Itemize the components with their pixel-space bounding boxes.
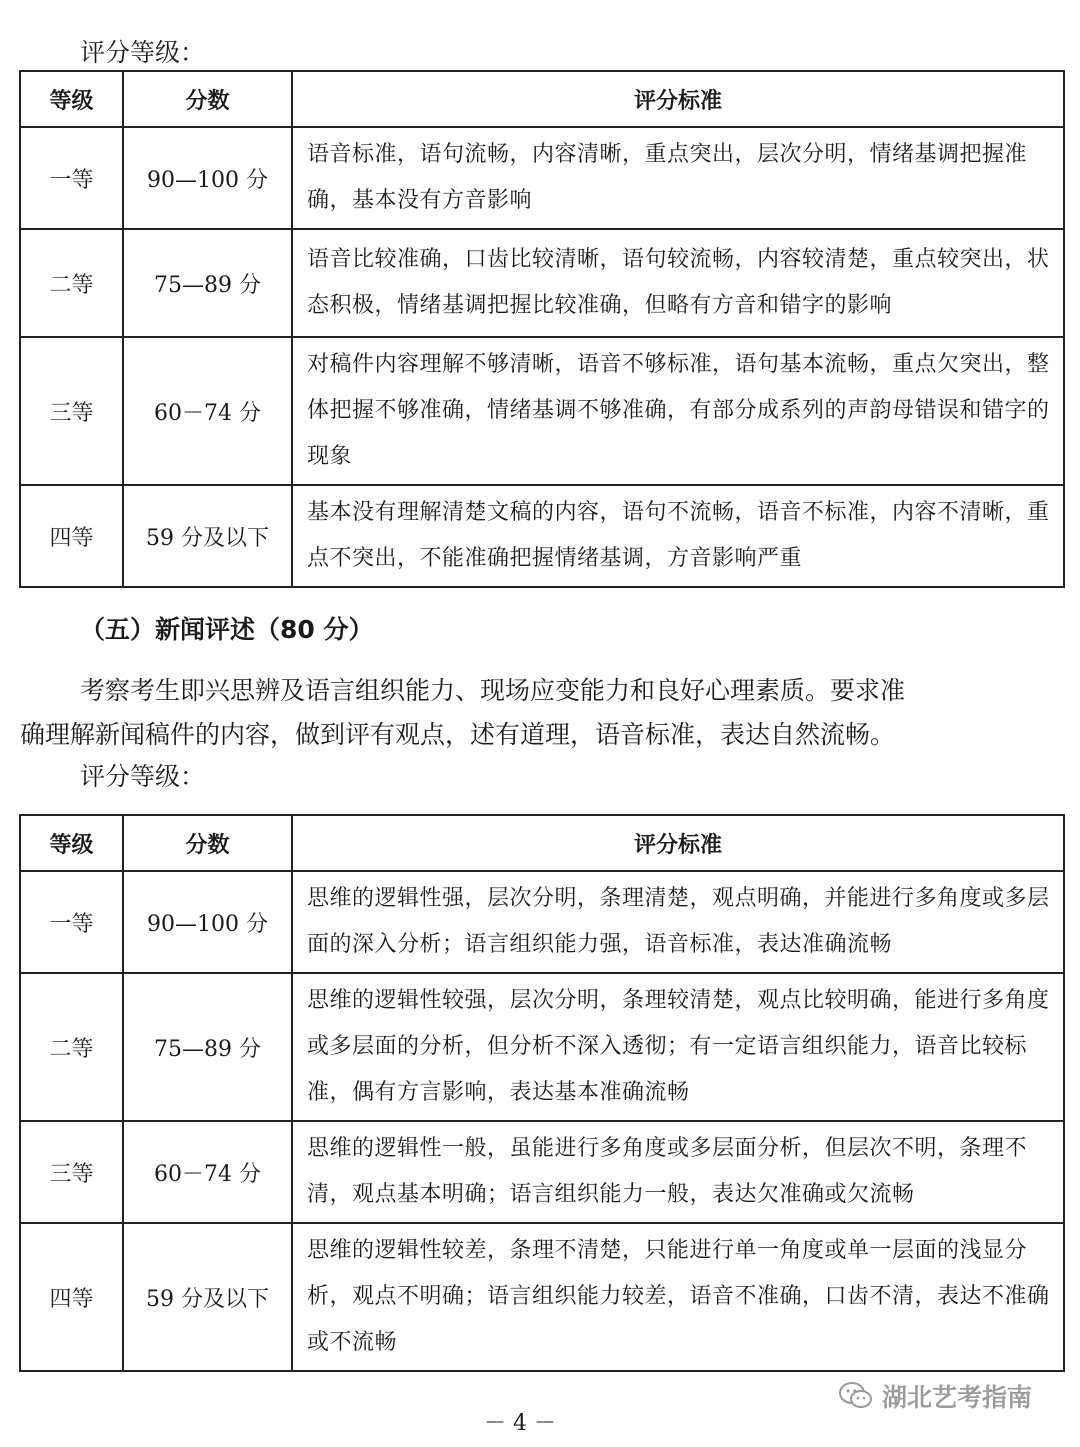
table-row — [20, 973, 1064, 1121]
section-heading: （五）新闻评述（80 分） — [80, 615, 374, 644]
level-cell: 一等 — [20, 127, 123, 229]
header-level: 等级 — [20, 815, 123, 871]
criteria-cell: 思维的逻辑性较强，层次分明，条理较清楚，观点比较明确，能进行多角度或多层面的分析，但分析不深入透彻；有一定语言组织能力，语音比较标准，偶有方言影响，表达基本准确流畅 — [292, 973, 1064, 1121]
criteria-cell: 思维的逻辑性较差，条理不清楚，只能进行单一角度或单一层面的浅显分析，观点不明确；语言组织能力较差，语音不准确，口齿不清，表达不准确或不流畅 — [292, 1223, 1064, 1371]
score-cell: 59 分及以下 — [123, 1223, 292, 1371]
page-number: － 4 － — [484, 1411, 556, 1436]
score-cell: 90—100 分 — [123, 871, 292, 973]
level-cell: 三等 — [20, 337, 123, 485]
level-cell: 一等 — [20, 871, 123, 973]
table-row — [20, 1121, 1064, 1223]
criteria-cell: 思维的逻辑性强，层次分明，条理清楚，观点明确，并能进行多角度或多层面的深入分析；语言组织能力强，语音标准，表达准确流畅 — [292, 871, 1064, 973]
table-row — [20, 1223, 1064, 1371]
level-cell: 三等 — [20, 1121, 123, 1223]
table-row — [20, 871, 1064, 973]
header-score: 分数 — [123, 815, 292, 871]
description-line-1: 考察考生即兴思辨及语言组织能力、现场应变能力和良好心理素质。要求准 — [80, 676, 906, 705]
criteria-cell: 对稿件内容理解不够清晰，语音不够标准，语句基本流畅，重点欠突出，整体把握不够准确，情绪基调不够准确，有部分成系列的声韵母错误和错字的现象 — [292, 337, 1064, 485]
table-row — [20, 485, 1064, 587]
criteria-cell: 语音标准，语句流畅，内容清晰，重点突出，层次分明，情绪基调把握准确，基本没有方音影响 — [292, 127, 1064, 229]
level-cell: 二等 — [20, 229, 123, 337]
criteria-cell: 语音比较准确，口齿比较清晰，语句较流畅，内容较清楚，重点较突出，状态积极，情绪基调把握比较准确，但略有方音和错字的影响 — [292, 229, 1064, 337]
score-cell: 59 分及以下 — [123, 485, 292, 587]
table-header-row — [20, 815, 1064, 871]
table-row — [20, 127, 1064, 229]
header-criteria: 评分标准 — [292, 815, 1064, 871]
level-cell: 四等 — [20, 485, 123, 587]
description-line-2: 确理解新闻稿件的内容，做到评有观点，述有道理，语音标准，表达自然流畅。 — [20, 720, 896, 749]
grading-table-2 — [19, 814, 1065, 1372]
table-row — [20, 229, 1064, 337]
table-row — [20, 337, 1064, 485]
grading-levels-label-1: 评分等级： — [80, 38, 206, 67]
score-cell: 60－74 分 — [123, 337, 292, 485]
criteria-cell: 思维的逻辑性一般，虽能进行多角度或多层面分析，但层次不明，条理不清，观点基本明确；语言组织能力一般，表达欠准确或欠流畅 — [292, 1121, 1064, 1223]
score-cell: 90—100 分 — [123, 127, 292, 229]
criteria-cell: 基本没有理解清楚文稿的内容，语句不流畅，语音不标准，内容不清晰，重点不突出，不能准确把握情绪基调，方音影响严重 — [292, 485, 1064, 587]
score-cell: 75—89 分 — [123, 973, 292, 1121]
header-score: 分数 — [123, 71, 292, 127]
score-cell: 75—89 分 — [123, 229, 292, 337]
level-cell: 四等 — [20, 1223, 123, 1371]
header-criteria: 评分标准 — [292, 71, 1064, 127]
table-header-row — [20, 71, 1064, 127]
watermark-text: 湖北艺考指南 — [882, 1383, 1033, 1412]
grading-table-1 — [19, 70, 1065, 588]
score-cell: 60－74 分 — [123, 1121, 292, 1223]
header-level: 等级 — [20, 71, 123, 127]
level-cell: 二等 — [20, 973, 123, 1121]
grading-levels-label-2: 评分等级： — [80, 762, 206, 791]
